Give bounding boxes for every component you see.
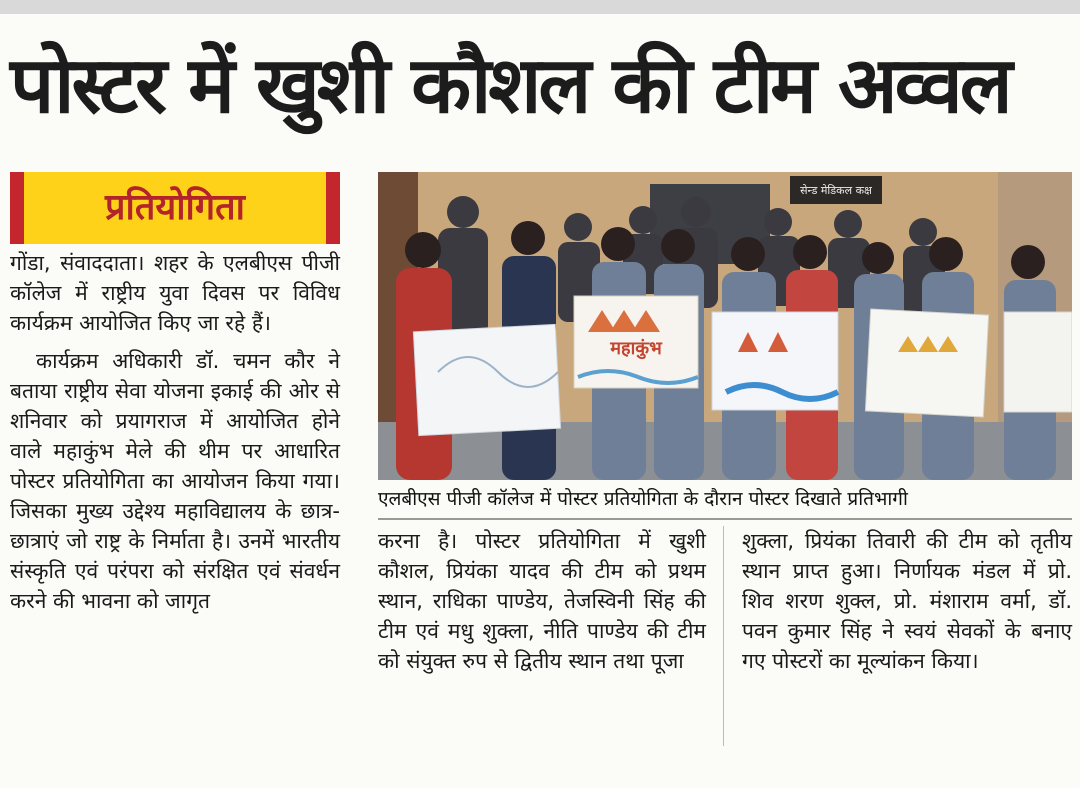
poster-1 xyxy=(413,324,560,435)
poster-5 xyxy=(1004,312,1072,412)
article-column-2 xyxy=(378,526,706,676)
photo-illustration xyxy=(378,172,1072,480)
tag-right-bar xyxy=(326,172,340,244)
photo-caption: एलबीएस पीजी कॉलेज में पोस्टर प्रतियोगिता के दौरान पोस्टर दिखाते प्रतिभागी xyxy=(378,488,908,510)
tag-left-bar xyxy=(10,172,24,244)
article-paragraph: शुक्ला, प्रियंका तिवारी की टीम को तृतीय स्थान प्राप्त हुआ। निर्णायक मंडल में प्रो. शिव शरण शुक्ल, प्रो. मंशाराम वर्मा, डॉ. पवन कुमार सिंह ने स्वयं सेवकों के बनाए गए पोस्टरों का मूल्यांकन किया। xyxy=(742,529,1072,673)
poster-4 xyxy=(865,309,988,417)
caption-divider xyxy=(378,518,1072,520)
article-paragraph: करना है। पोस्टर प्रतियोगिता में खुशी कौशल, प्रियंका यादव की टीम को प्रथम स्थान, राधिका पाण्डेय, तेजस्विनी सिंह की टीम एवं मधु शुक्ला, नीति पाण्डेय की टीम को संयुक्त रुप से द्वितीय स्थान तथा पूजा xyxy=(378,529,706,673)
article-column-1 xyxy=(10,248,340,616)
category-tag-label: प्रतियोगिता xyxy=(105,187,245,228)
top-bar xyxy=(0,0,1080,14)
category-tag xyxy=(10,172,340,244)
headline: पोस्टर में खुशी कौशल की टीम अव्वल xyxy=(10,41,1010,131)
article-column-3 xyxy=(742,526,1072,676)
article-paragraph: कार्यक्रम अधिकारी डॉ. चमन कौर ने बताया राष्ट्रीय सेवा योजना इकाई की ओर से शनिवार को प्रयागराज में आयोजित होने वाले महाकुंभ मेले की थीम पर आधारित पोस्टर प्रतियोगिता का आयोजन किया गया। जिसका मुख्य उद्देश्य महाविद्यालय के छात्र-छात्राएं जो राष्ट्र के निर्माता है। उनमें भारतीय संस्कृति एवं परंपरा को संरक्षित एवं संवर्धन करने की भावना को जागृत xyxy=(10,349,340,613)
door-sign-text: सेन्ड मेडिकल कक्ष xyxy=(800,184,872,197)
poster-text: महाकुंभ xyxy=(610,338,662,359)
article-paragraph: गोंडा, संवाददाता। शहर के एलबीएस पीजी कॉलेज में राष्ट्रीय युवा दिवस पर विविध कार्यक्रम आयोजित किए जा रहे हैं। xyxy=(10,251,340,335)
news-photo xyxy=(378,172,1072,480)
column-divider xyxy=(723,526,724,746)
